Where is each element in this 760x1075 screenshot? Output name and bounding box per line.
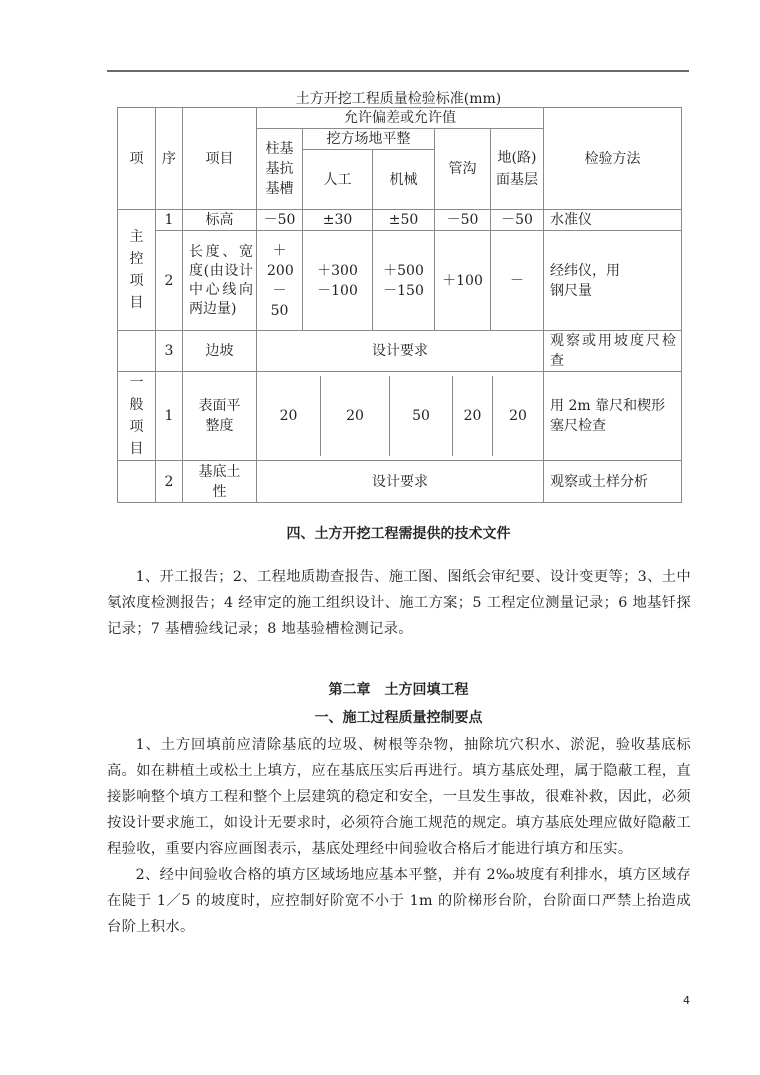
row-value: －50	[491, 210, 544, 231]
header-wafang: 挖方场地平整	[303, 129, 435, 150]
row-seq: 1	[156, 372, 183, 461]
paragraph: 2、经中间验收合格的填方区域场地应基本平整，并有 2‰坡度有利排水，填方区域存在陡于 1／5 的坡度时，应控制好阶宽不小于 1m 的阶梯形台阶，台阶面口严禁上抬造成台阶上积水。	[107, 867, 691, 935]
row-values-split	[257, 372, 544, 461]
row-item: 表面平整度	[183, 372, 257, 461]
header-rengong: 人工	[303, 150, 373, 210]
group-label-empty	[118, 331, 156, 372]
header-jixie: 机械	[373, 150, 435, 210]
subsection-heading: 一、施工过程质量控制要点	[314, 710, 483, 726]
row-merged-value: 设计要求	[257, 461, 544, 503]
section-body	[107, 564, 691, 642]
chapter-body	[107, 732, 691, 940]
header-method: 检验方法	[544, 108, 682, 210]
table-title: 土方开挖工程质量检验标准(mm)	[295, 91, 502, 107]
header-dilu: 地(路)面基层	[491, 129, 544, 210]
row-item: 边坡	[183, 331, 257, 372]
header-zhuji: 柱基基抗基槽	[257, 129, 303, 210]
row-value: －50	[257, 210, 303, 231]
row-item: 标高	[183, 210, 257, 231]
row-method: 用 2m 靠尺和楔形塞尺检查	[544, 372, 682, 461]
row-item: 基底土性	[183, 461, 257, 503]
quality-standard-table	[117, 107, 682, 503]
header-item: 项目	[183, 108, 257, 210]
row-seq: 2	[156, 231, 183, 331]
paragraph: 1、土方回填前应清除基底的垃圾、树根等杂物，抽除坑穴积水、淤泥，验收基底标高。如在耕植土或松土上填方，应在基底压实后再进行。填方基底处理，属于隐蔽工程，直接影响整个填方工程和整个上层建筑的稳定和安全，一旦发生事故，很难补救，因此，必须按设计要求施工，如设计无要求时，必须符合施工规范的规定。填方基底处理应做好隐蔽工程验收，重要内容应画图表示，基底处理经中间验收合格后才能进行填方和压实。	[107, 737, 691, 857]
row-value: ±50	[373, 210, 435, 231]
row-method: 水准仪	[544, 210, 682, 231]
row-method: 观察或土样分析	[544, 461, 682, 503]
row-seq: 1	[156, 210, 183, 231]
row-value: 20	[257, 376, 321, 456]
header-rule	[107, 70, 689, 72]
header-seq: 序	[156, 108, 183, 210]
row-item: 长度、宽度(由设计中心线向两边量)	[183, 231, 257, 331]
row-value: ＋200－50	[257, 231, 303, 331]
paragraph: 1、开工报告；2、工程地质勘查报告、施工图、图纸会审纪要、设计变更等；3、土中氡浓度检测报告；4 经审定的施工组织设计、施工方案；5 工程定位测量记录；6 地基钎探记录；7 基槽验线记录；8 地基验槽检测记录。	[107, 569, 691, 637]
row-method: 观察或用坡度尺检查	[544, 331, 682, 372]
row-value: －50	[435, 210, 491, 231]
header-allowed: 允许偏差或允许值	[257, 108, 544, 129]
row-value: ＋300－100	[303, 231, 373, 331]
table-row	[118, 461, 682, 503]
row-value: ±30	[303, 210, 373, 231]
page-number: 4	[683, 994, 690, 1007]
row-seq: 2	[156, 461, 183, 503]
row-method: 经纬仪，用钢尺量	[544, 231, 682, 331]
header-guangou: 管沟	[435, 129, 491, 210]
table-row	[118, 372, 682, 461]
table-row	[118, 210, 682, 231]
table-row	[118, 231, 682, 331]
header-xiang: 项	[118, 108, 156, 210]
row-seq: 3	[156, 331, 183, 372]
group-label: 一般项目	[118, 372, 156, 461]
group-label: 主控项目	[118, 210, 156, 331]
row-value: －	[491, 231, 544, 331]
row-value: 20	[321, 376, 390, 456]
row-merged-value: 设计要求	[257, 331, 544, 372]
chapter-heading: 第二章 土方回填工程	[328, 682, 469, 698]
row-value: 20	[453, 376, 493, 456]
row-value: ＋500－150	[373, 231, 435, 331]
row-value: 20	[509, 408, 527, 424]
row-value: 50	[390, 376, 453, 456]
row-value: ＋100	[435, 231, 491, 331]
section-heading: 四、土方开挖工程需提供的技术文件	[286, 526, 511, 542]
table-row	[118, 331, 682, 372]
flat-values	[257, 376, 543, 456]
group-label-empty	[118, 461, 156, 503]
